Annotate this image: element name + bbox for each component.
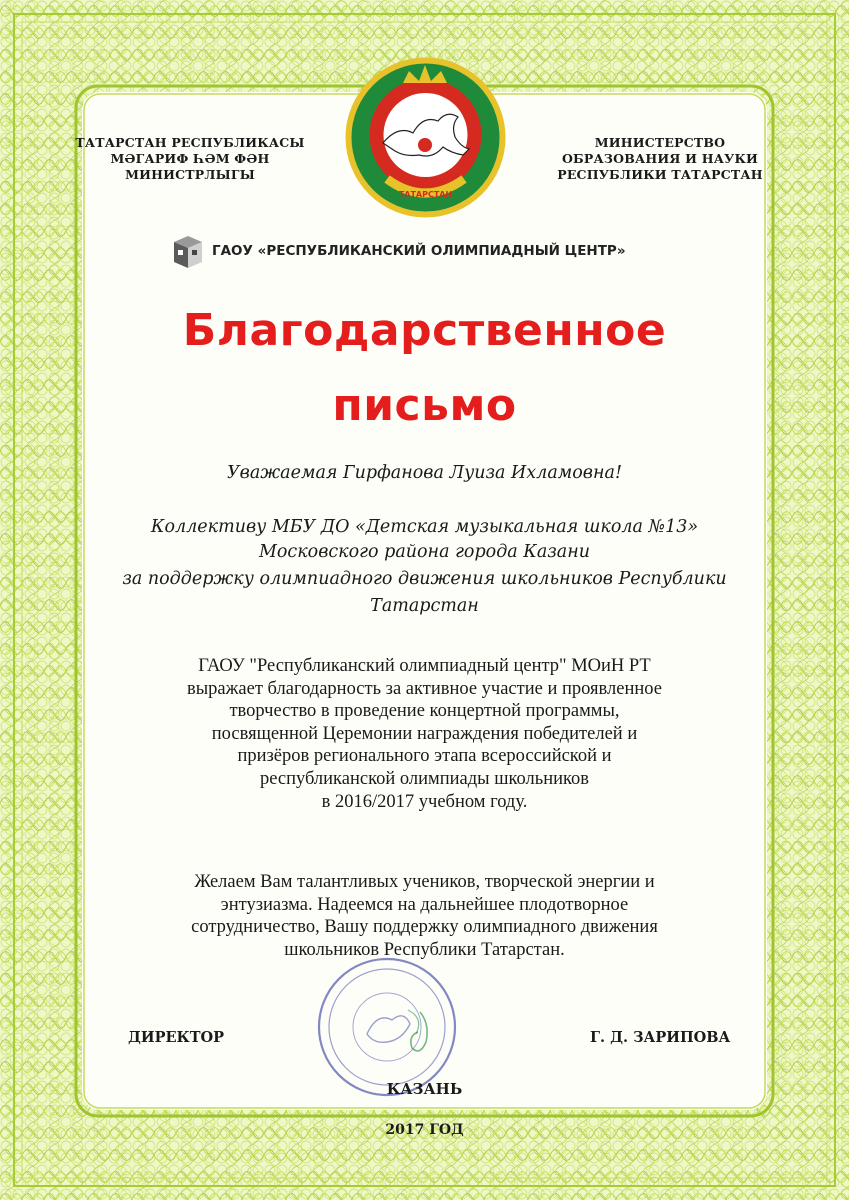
title-line-1: Благодарственное	[182, 305, 667, 356]
olympiad-center-logo-icon	[170, 232, 206, 272]
signature-name: Г. Д. ЗАРИПОВА	[590, 1029, 731, 1046]
title-line-2: письмо	[332, 380, 517, 431]
footer-city: КАЗАНЬ	[386, 1080, 463, 1098]
organization-name: ГАОУ «РЕСПУБЛИКАНСКИЙ ОЛИМПИАДНЫЙ ЦЕНТР»	[212, 243, 626, 259]
header-right-line: РЕСПУБЛИКИ ТАТАРСТАН	[557, 167, 763, 182]
header-left-line: ТАТАРСТАН РЕСПУБЛИКАСЫ	[75, 135, 305, 150]
emblem-label: ТАТАРСТАН	[398, 190, 453, 199]
paragraph-line: выражает благодарность за активное участие и проявленное	[187, 678, 662, 699]
certificate-content	[75, 95, 763, 1138]
header-right-line: МИНИСТЕРСТВО	[594, 135, 726, 150]
paragraph-line: Желаем Вам талантливых учеников, творческой энергии и	[194, 872, 655, 892]
collective-line: за поддержку олимпиадного движения школьников Республики	[122, 569, 727, 589]
paragraph-line: школьников Республики Татарстан.	[284, 939, 565, 960]
paragraph-line: ГАОУ "Республиканский олимпиадный центр" МОиН РТ	[198, 656, 651, 676]
header-left-line: МӘГАРИФ ҺӘМ ФӘН	[110, 151, 270, 166]
header-right-russian	[540, 135, 780, 183]
header-left-tatar	[70, 135, 310, 183]
collective-line: Московского района города Казани	[258, 542, 591, 562]
paragraph-line: республиканской олимпиады школьников	[259, 768, 590, 789]
paragraph-line: творчество в проведение концертной программы,	[229, 701, 620, 722]
paragraph-line: энтузиазма. Надеемся на дальнейшее плодотворное	[220, 894, 629, 915]
gratitude-paragraph	[90, 655, 759, 813]
header-left-line: МИНИСТРЛЫГЫ	[125, 167, 255, 182]
footer-year: 2017 ГОД	[385, 1122, 464, 1138]
greeting: Уважаемая Гирфанова Луиза Ихламовна!	[227, 463, 622, 483]
collective-line: Коллективу МБУ ДО «Детская музыкальная школа №13»	[150, 517, 699, 537]
paragraph-line: призёров регионального этапа всероссийской и	[237, 746, 612, 767]
paragraph-line: в 2016/2017 учебном году.	[321, 791, 528, 812]
collective-line: Татарстан	[370, 596, 479, 616]
header-right-line: ОБРАЗОВАНИЯ И НАУКИ	[561, 151, 759, 166]
paragraph-line: сотрудничество, Вашу поддержку олимпиадного движения	[191, 917, 658, 938]
wishes-paragraph	[90, 871, 759, 961]
organization-row	[170, 232, 690, 272]
signature-position: ДИРЕКТОР	[128, 1029, 225, 1046]
tatarstan-emblem	[343, 55, 508, 220]
paragraph-line: посвященной Церемонии награждения победителей и	[211, 723, 638, 744]
